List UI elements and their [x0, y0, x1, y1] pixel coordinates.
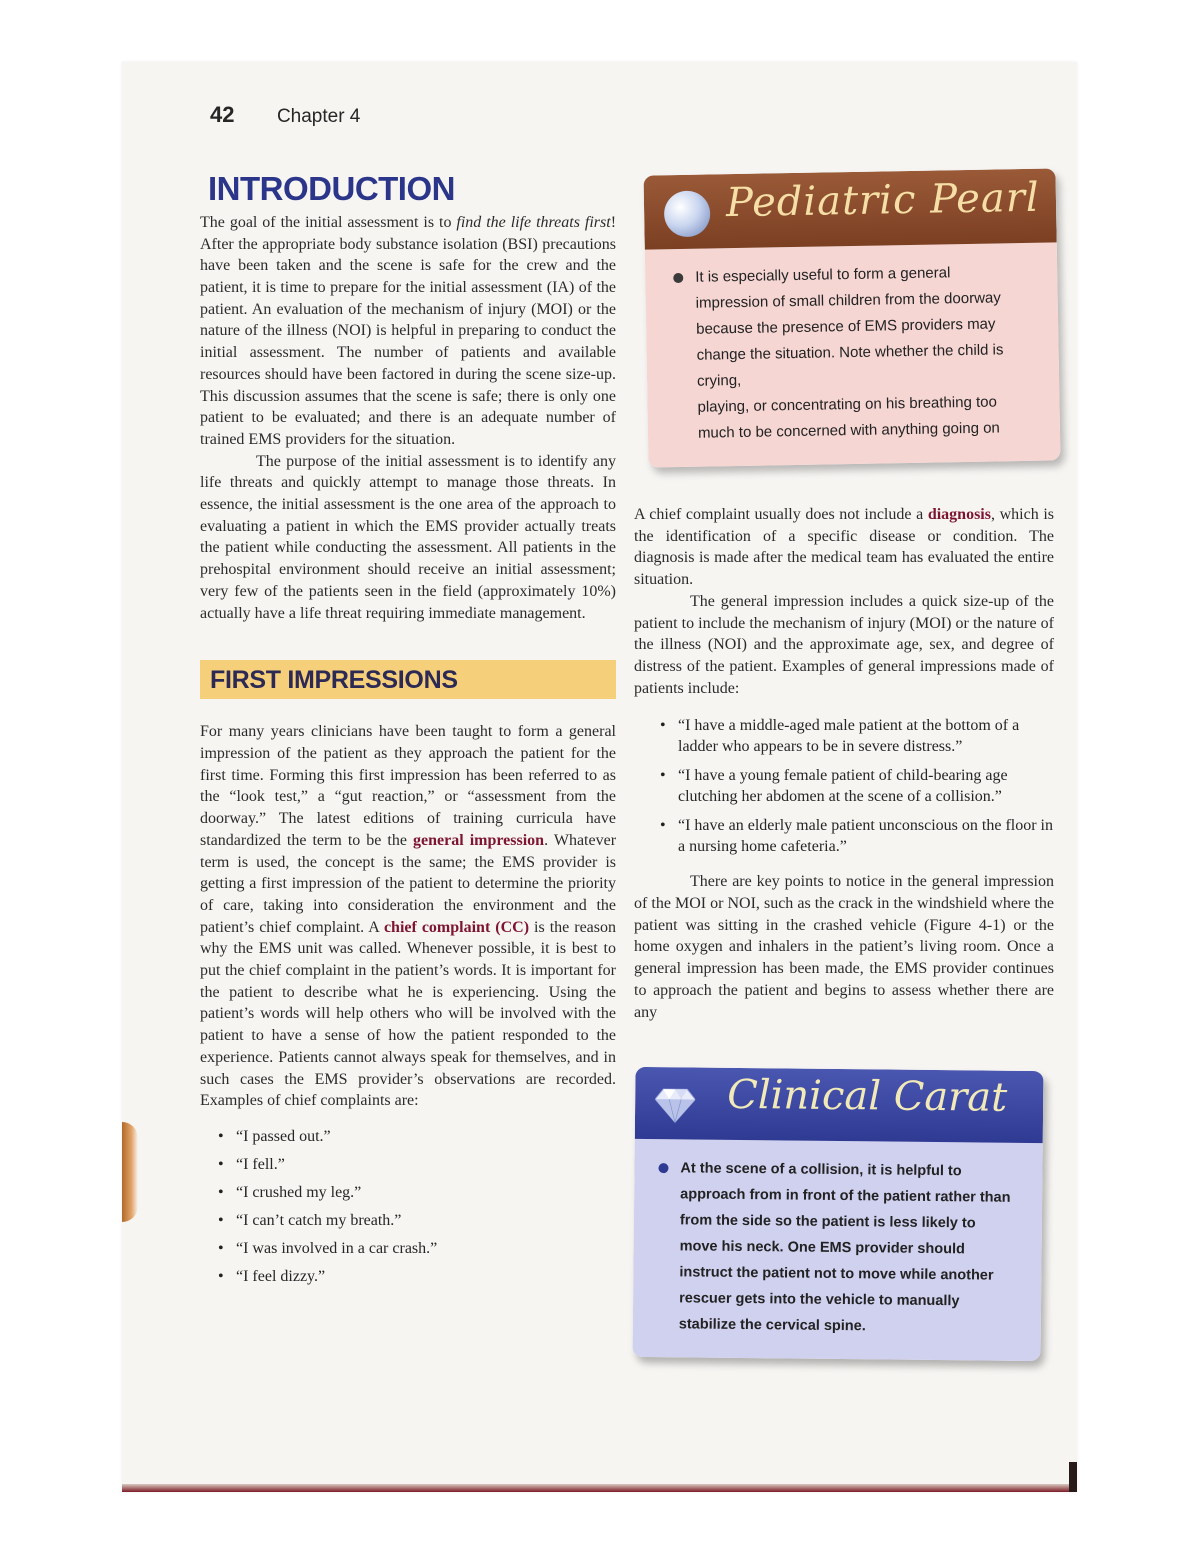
- page-edge-corner: [1069, 1462, 1077, 1492]
- diagnosis-paragraph: [634, 504, 1054, 591]
- pediatric-pearl-text: [673, 259, 1040, 447]
- carat-line: approach from in front of the patient rather than: [680, 1186, 1011, 1207]
- pearl-line: crying,: [696, 371, 742, 390]
- introduction-paragraph-2: The purpose of the initial assessment is to identify any life threats and quickly attempt to manage those threats. In essence, the initial assessment is the one area of the approach to evaluating a patient in which the EMS provider actually treats the patient while conducting the assessment. All patients in the prehospital environment should receive an initial assessment; very few of the patients seen in the field (approximately 10%) actually have a life threat requiring immediate management.: [200, 452, 616, 622]
- first-impressions-heading: FIRST IMPRESSIONS: [200, 660, 616, 699]
- pearl-line: It is especially useful to form a general: [695, 264, 951, 286]
- carat-line: move his neck. One EMS provider should: [679, 1238, 965, 1258]
- fi-text-b: . Whatever term is used, the concept is the same; the EMS provider is getting a first impression of the patient to determine the priority of care, taking into consideration the environment and the patient’s chief complaint. A: [200, 831, 617, 936]
- diamond-icon: [655, 1087, 695, 1123]
- page-edge-bottom: [122, 1484, 1077, 1492]
- right-body-text: [634, 504, 1054, 1023]
- pediatric-pearl-body: [645, 242, 1061, 467]
- carat-line: instruct the patient not to move while another: [679, 1264, 994, 1284]
- chief-complaint-list: [218, 1126, 616, 1287]
- pediatric-pearl-box: [643, 168, 1060, 467]
- fi-text-a: For many years clinicians have been taught to form a general impression of the patient as they approach the patient for the first time. Forming this first impression has been referred to as the “look test,” a “gut reaction,” or “assessment from the doorway.” The latest editions of training curricula have standardized the term to be the: [200, 723, 616, 849]
- first-impressions-paragraph: [200, 721, 616, 1112]
- pearl-line: change the situation. Note whether the child is: [696, 341, 1004, 364]
- clinical-carat-header: [635, 1067, 1044, 1143]
- right-column: [634, 172, 1054, 1359]
- pearl-line: impression of small children from the doorway: [695, 289, 1001, 312]
- term-diagnosis: diagnosis: [927, 506, 991, 523]
- carat-line: At the scene of a collision, it is helpful to: [680, 1160, 962, 1180]
- clinical-carat-body: [632, 1139, 1042, 1361]
- list-item: • “I can’t catch my breath.”: [218, 1210, 616, 1231]
- page-number: 42: [210, 102, 235, 127]
- pearl-line: much to be concerned with anything going on: [697, 419, 1000, 442]
- pearl-line: playing, or concentrating on his breathing too: [697, 393, 998, 416]
- left-column: [200, 170, 616, 1294]
- rc-text-b: , which is the identification of a specific disease or condition. The diagnosis is made after the medical team has evaluated the entire situation.: [634, 506, 1054, 589]
- intro-p1-emphasis: find the life threats first: [456, 213, 611, 231]
- pearl-line: because the presence of EMS providers may: [696, 315, 996, 338]
- carat-line: from the side so the patient is less likely to: [679, 1212, 976, 1232]
- carat-line: stabilize the cervical spine.: [678, 1316, 866, 1335]
- general-impression-list: [660, 715, 1054, 857]
- rc-text-a: A chief complaint usually does not include a: [634, 506, 928, 523]
- intro-p1-rest: ! After the appropriate body substance isolation (BSI) precautions have been taken and the scene is safe for the crew and the patient, it is time to prepare for the initial assessment (IA) of the patient. An evaluation of the mechanism of injury (MOI) or the nature of the illness (NOI) is helpful in preparing to conduct the initial assessment. The number of patients and available resources should have been factored in during the scene size-up. This discussion assumes that the scene is safe; there is only one patient to be evaluated; and there is an adequate number of trained EMS providers for the situation.: [200, 213, 617, 448]
- list-item: • “I fell.”: [218, 1154, 616, 1175]
- list-item: • “I was involved in a car crash.”: [218, 1238, 616, 1259]
- list-item: • “I have an elderly male patient unconscious on the floor in a nursing home cafeteria.”: [660, 815, 1054, 857]
- list-item: • “I passed out.”: [218, 1126, 616, 1147]
- term-general-impression: general impression: [413, 831, 545, 849]
- introduction-paragraph-1: [200, 212, 616, 451]
- bullet-dot-icon: [658, 1163, 668, 1173]
- intro-p1-start: The goal of the initial assessment is to: [200, 213, 457, 231]
- key-points-paragraph: There are key points to notice in the general impression of the MOI or NOI, such as the crack in the windshield where the patient was sitting in the crashed vehicle (Figure 4-1) or the home oxygen and inhalers in the patient’s living room. Once a general impression has been made, the EMS provider continues to approach the patient and begins to assess whether there are any: [634, 873, 1054, 1021]
- pediatric-pearl-header: [643, 168, 1056, 249]
- general-impression-paragraph: The general impression includes a quick size-up of the patient to include the mechanism of injury (MOI) or the nature of the illness (NOI) and the approximate age, sex, and degree of distress of the patient. Examples of general impressions made of patients include:: [634, 592, 1054, 697]
- book-page: [122, 62, 1077, 1492]
- clinical-carat-title: Clinical Carat: [727, 1072, 1008, 1122]
- list-item: • “I crushed my leg.”: [218, 1182, 616, 1203]
- list-item: • “I have a middle-aged male patient at the bottom of a ladder who appears to be in severe distress.”: [660, 715, 1054, 757]
- page-edge-left: [122, 1122, 138, 1222]
- fi-text-c: is the reason why the EMS unit was called. Whenever possible, it is best to put the chief complaint in the patient’s words. It is important for the patient to describe what he is experiencing. Using the patient’s words will help others who will be involved with the patient to have a sense of how the patient responded to the experience. Patients cannot always speak for themselves, and in such cases the EMS provider’s observations are recorded. Examples of chief complaints are:: [200, 918, 616, 1110]
- pediatric-pearl-title: Pediatric Pearl: [725, 174, 1041, 227]
- list-item: • “I feel dizzy.”: [218, 1266, 616, 1287]
- page-header: [210, 102, 360, 128]
- introduction-heading: INTRODUCTION: [208, 170, 455, 207]
- clinical-carat-text: [657, 1155, 1023, 1341]
- list-item: • “I have a young female patient of child-bearing age clutching her abdomen at the scene of a collision.”: [660, 765, 1054, 807]
- term-chief-complaint: chief complaint (CC): [383, 918, 530, 936]
- chapter-label: Chapter 4: [276, 106, 361, 127]
- pearl-icon: [664, 190, 711, 237]
- clinical-carat-box: [632, 1067, 1043, 1361]
- carat-line: rescuer gets into the vehicle to manually: [679, 1290, 960, 1310]
- bullet-dot-icon: [673, 273, 683, 283]
